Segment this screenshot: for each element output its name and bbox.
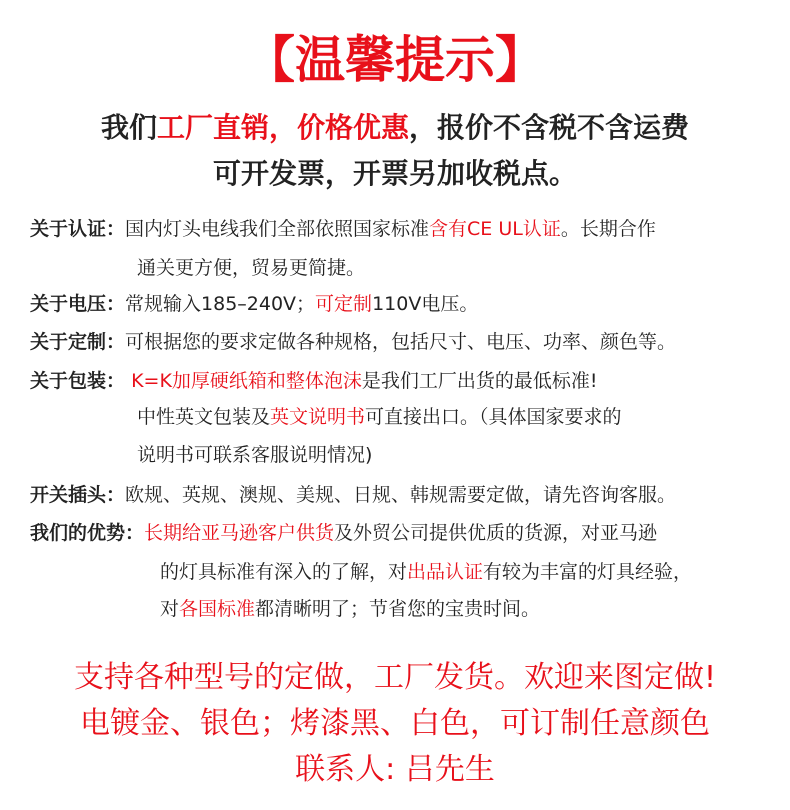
plugs-text: 欧规、英规、澳规、美规、日规、韩规需要定做，请先咨询客服。 (125, 484, 677, 506)
plugs-row (30, 482, 780, 508)
advantage-continuation (160, 596, 540, 622)
packaging-text: 可直接出口。（具体国家要求的 (365, 406, 622, 428)
advantage-text: 对 (160, 598, 180, 620)
advantage-text: 都清晰明了；节省您的宝贵时间。 (255, 598, 541, 620)
packaging-highlight: K=K加厚硬纸箱和整体泡沫 (131, 370, 362, 392)
cert-text: 国内灯头电线我们全部依照国家标准 (125, 218, 430, 240)
cert-text: 。长期合作 (560, 218, 656, 240)
advantage-highlight: 长期给亚马逊客户供货 (144, 522, 335, 544)
custom-row (30, 329, 780, 355)
voltage-row (30, 291, 780, 317)
voltage-text: 110V电压。 (372, 293, 479, 315)
advantage-label: 我们的优势： (30, 522, 145, 544)
custom-label: 关于定制： (30, 331, 126, 353)
packaging-label: 关于包装： (30, 370, 126, 392)
intro-text: ，报价不含税不含运费 (409, 111, 690, 144)
cert-highlight: 含有CE UL认证 (429, 218, 561, 240)
footer-contact: 联系人: 吕先生 (295, 752, 495, 787)
advantage-standard-highlight: 各国标准 (179, 598, 256, 620)
cert-continuation: 通关更方便，贸易更简捷。 (137, 257, 366, 279)
intro-line-2: 可开发票，开票另加收税点。 (212, 157, 577, 190)
voltage-label: 关于电压： (30, 293, 126, 315)
footer-line-1: 支持各种型号的定做，工厂发货。欢迎来图定做! (73, 660, 717, 695)
cert-row (30, 216, 780, 242)
footer-line-2: 电镀金、银色；烤漆黑、白色，可订制任意颜色 (80, 706, 710, 741)
packaging-continuation: 说明书可联系客服说明情况) (137, 444, 373, 466)
voltage-text: 常规输入185–240V； (125, 293, 316, 315)
advantage-row (30, 520, 780, 546)
packaging-text: 中性英文包装及 (137, 406, 271, 428)
intro-text: 我们 (100, 111, 157, 144)
packaging-continuation (137, 404, 622, 430)
cert-label: 关于认证： (30, 218, 126, 240)
packaging-text: 是我们工厂出货的最低标准! (361, 370, 598, 392)
advantage-continuation (160, 559, 692, 585)
intro-line-1 (0, 108, 790, 148)
plugs-label: 开关插头： (30, 484, 126, 506)
page-title: 【温馨提示】 (245, 31, 545, 89)
voltage-highlight: 可定制 (315, 293, 373, 315)
advantage-text: 有较为丰富的灯具经验， (483, 561, 693, 583)
packaging-row (30, 368, 780, 394)
advantage-cert-highlight: 出品认证 (407, 561, 484, 583)
advantage-text: 的灯具标准有深入的了解，对 (160, 561, 408, 583)
packaging-manual-highlight: 英文说明书 (270, 406, 366, 428)
custom-text: 可根据您的要求定做各种规格，包括尺寸、电压、功率、颜色等。 (125, 331, 677, 353)
advantage-text: 及外贸公司提供优质的货源，对亚马逊 (334, 522, 658, 544)
intro-highlight: 工厂直销，价格优惠 (156, 111, 409, 144)
